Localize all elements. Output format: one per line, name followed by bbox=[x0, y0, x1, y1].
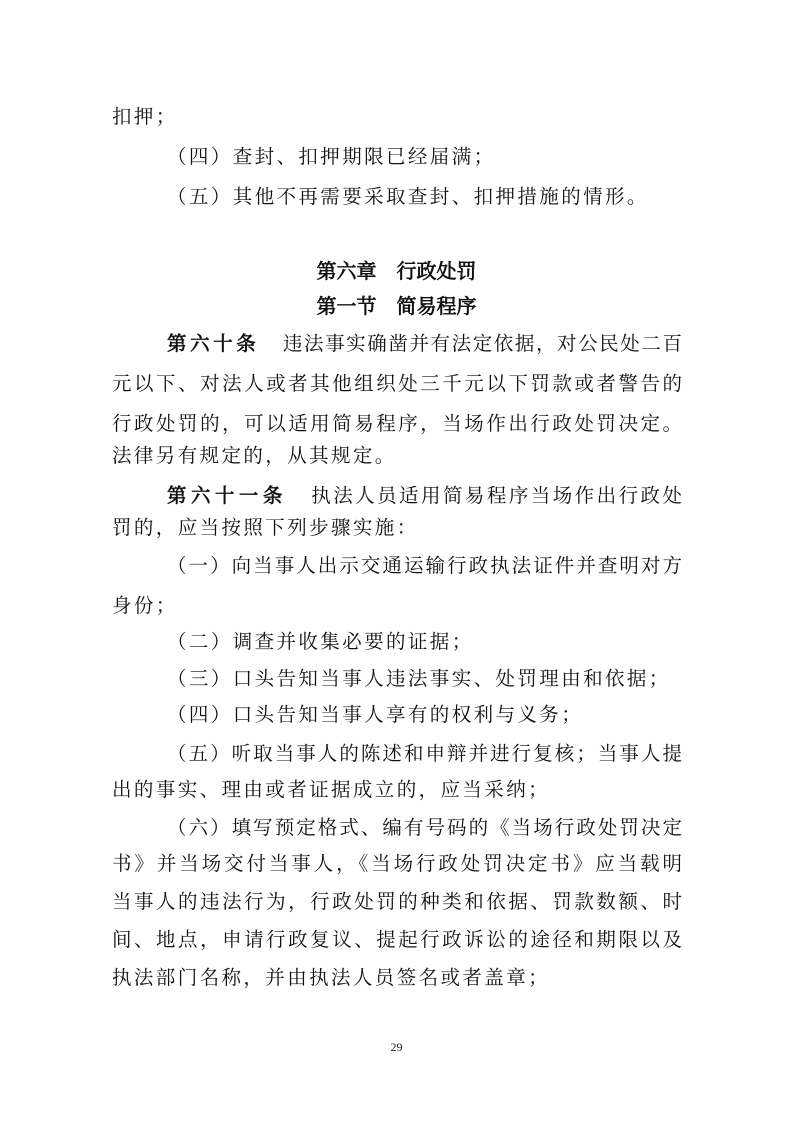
list-item-5: （五）其他不再需要采取查封、扣押措施的情形。 bbox=[167, 185, 649, 208]
item-1-line-2: 身份； bbox=[112, 594, 178, 617]
item-3: （三）口头告知当事人违法事实、处罚理由和依据； bbox=[167, 667, 671, 690]
article-61-label: 第六十一条 bbox=[167, 484, 287, 507]
item-2: （二）调查并收集必要的证据； bbox=[167, 630, 474, 653]
item-5-line-1: （五）听取当事人的陈述和申辩并进行复核；当事人提 bbox=[167, 742, 682, 765]
chapter-title: 第六章 行政处罚 bbox=[316, 259, 477, 283]
list-item-4: （四）查封、扣押期限已经届满； bbox=[167, 145, 496, 168]
item-6-line-3: 当事人的违法行为，行政处罚的种类和依据、罚款数额、时 bbox=[112, 890, 682, 913]
article-61-text: 执法人员适用简易程序当场作出行政处 bbox=[308, 484, 682, 507]
item-6-line-5: 执法部门名称，并由执法人员签名或者盖章； bbox=[112, 966, 551, 989]
article-60-line-2: 元以下、对法人或者其他组织处三千元以下罚款或者警告的 bbox=[112, 372, 682, 395]
article-60-line-1 bbox=[167, 330, 682, 358]
article-60-line-3: 行政处罚的，可以适用简易程序，当场作出行政处罚决定。 bbox=[112, 412, 682, 435]
section-title: 第一节 简易程序 bbox=[316, 294, 477, 318]
article-61-line-1 bbox=[167, 482, 682, 510]
item-6-line-2: 书》并当场交付当事人，《当场行政处罚决定书》应当载明 bbox=[112, 852, 682, 875]
item-1-line-1: （一）向当事人出示交通运输行政执法证件并查明对方 bbox=[167, 554, 682, 577]
text-line: 扣押； bbox=[112, 105, 178, 128]
item-4: （四）口头告知当事人享有的权利与义务； bbox=[167, 703, 584, 726]
page-number: 29 bbox=[390, 1040, 403, 1054]
article-61-line-2: 罚的，应当按照下列步骤实施： bbox=[112, 516, 419, 539]
article-60-label: 第六十条 bbox=[167, 332, 260, 355]
item-5-line-2: 出的事实、理由或者证据成立的，应当采纳； bbox=[112, 778, 551, 801]
article-60-line-4: 法律另有规定的，从其规定。 bbox=[112, 444, 397, 467]
article-60-text: 违法事实确凿并有法定依据，对公民处二百 bbox=[281, 332, 682, 355]
item-6-line-4: 间、地点，申请行政复议、提起行政诉讼的途径和期限以及 bbox=[112, 928, 682, 951]
item-6-line-1: （六）填写预定格式、编有号码的《当场行政处罚决定 bbox=[167, 816, 682, 839]
